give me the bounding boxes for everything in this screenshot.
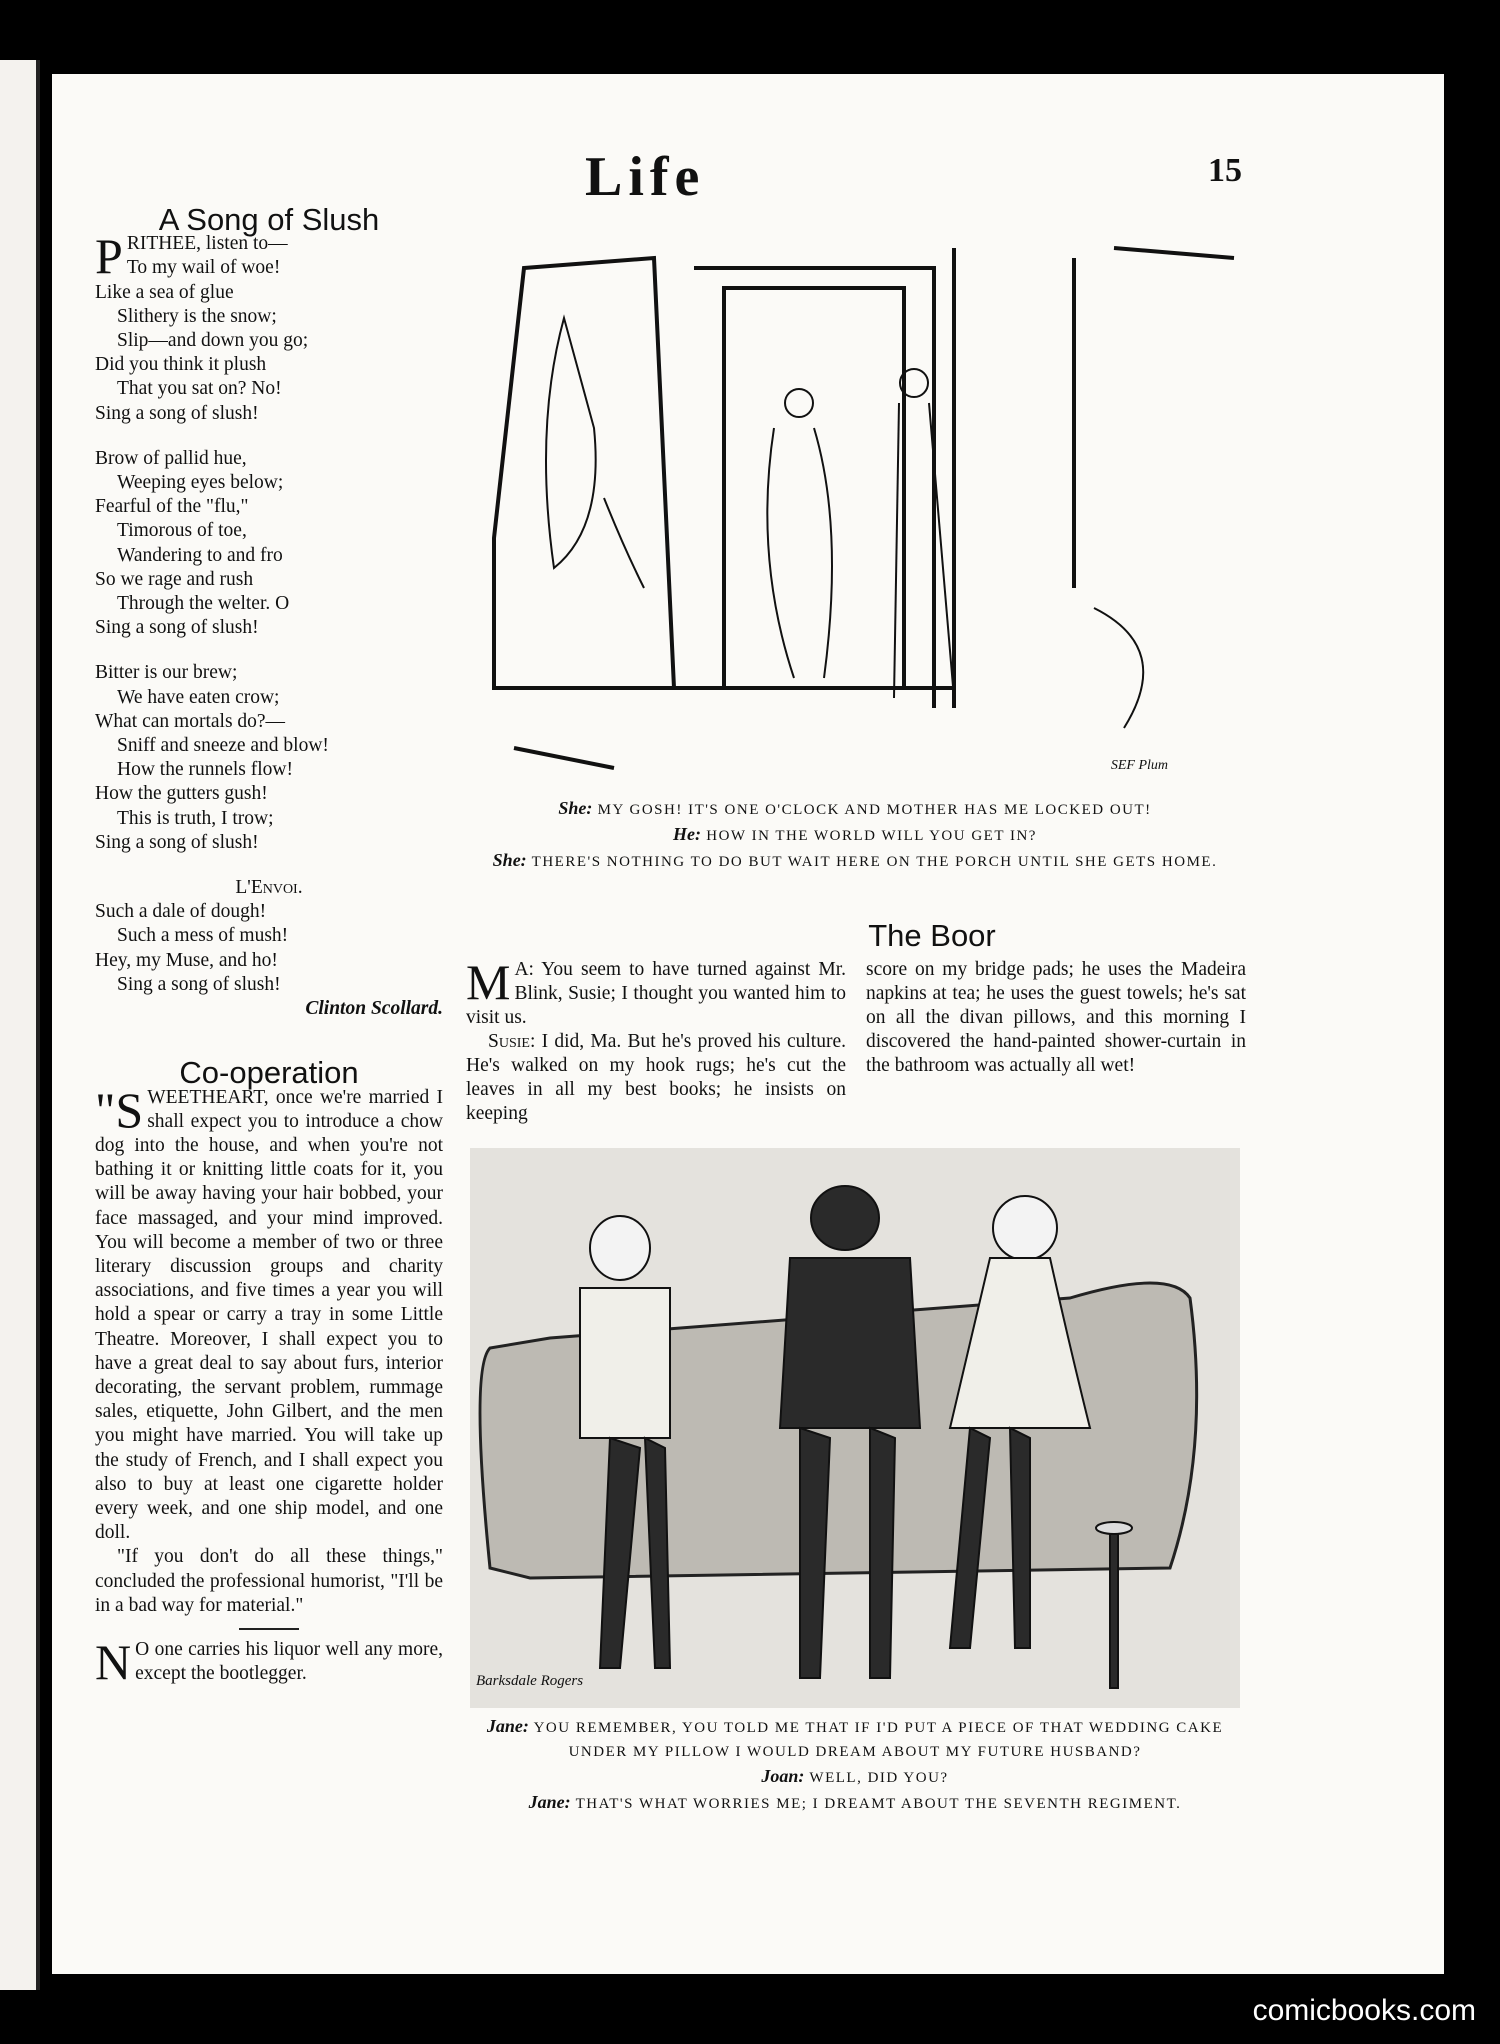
boor-right-column	[866, 958, 1246, 1078]
poem-line: Through the welter. O	[117, 593, 290, 615]
boor-text: A: You seem to have turned against Mr. Blink, Susie; I thought you wanted him to visit us.	[466, 959, 846, 1028]
stanza-1	[95, 228, 443, 426]
adjacent-page-edge	[0, 60, 40, 1990]
boor-paragraph	[466, 1030, 846, 1126]
boor-text: : I did, Ma. But he's proved his culture. He's walked on my hook rugs; he's cut the leaves in all my best books; he insists on keeping	[466, 1031, 846, 1124]
poem-line: RITHEE, listen to—	[126, 233, 288, 255]
porch-drawing	[474, 228, 1238, 788]
bootlegger-paragraph	[95, 1633, 443, 1690]
drop-cap: "S	[95, 1081, 144, 1138]
song-poem	[95, 228, 443, 1021]
cartoon-porch-illustration	[474, 228, 1238, 788]
poem-line: Sing a song of slush!	[95, 831, 259, 853]
masthead: Life	[585, 146, 706, 208]
poem-line: Sing a song of slush!	[117, 973, 281, 995]
boor-text: score on my bridge pads; he uses the Madeira napkins at tea; he uses the guest towels; he's sat on all the divan pillows, and this morning I discovered the hand-painted shower-curtain in the bathroom was actually all wet!	[866, 959, 1246, 1076]
cooperation-paragraph	[95, 1081, 443, 1546]
poem-line: Timorous of toe,	[117, 520, 247, 542]
divider	[239, 1628, 299, 1630]
poem-line: Sing a song of slush!	[95, 617, 259, 639]
speaker: Jane:	[486, 1716, 529, 1736]
cooperation-body	[95, 1081, 443, 1618]
caption-line	[460, 1790, 1250, 1816]
poem-line: Did you think it plush	[95, 354, 267, 376]
stanza-3	[95, 661, 443, 855]
speaker: Jane:	[528, 1792, 571, 1812]
cooperation-article	[95, 1055, 443, 1690]
poem-line: That you sat on? No!	[117, 378, 282, 400]
dialogue: WELL, DID YOU?	[809, 1770, 949, 1786]
caption-line	[460, 848, 1250, 874]
caption-line	[460, 796, 1250, 822]
dialogue: HOW IN THE WORLD WILL YOU GET IN?	[706, 828, 1037, 844]
dialogue: THERE'S NOTHING TO DO BUT WAIT HERE ON THE PORCH UNTIL SHE GETS HOME.	[531, 854, 1218, 870]
poem-line: Like a sea of glue	[95, 281, 234, 303]
dialogue: THAT'S WHAT WORRIES ME; I DREAMT ABOUT THE SEVENTH REGIMENT.	[575, 1796, 1182, 1812]
dialogue: MY GOSH! IT'S ONE O'CLOCK AND MOTHER HAS ME LOCKED OUT!	[597, 802, 1152, 818]
boor-paragraph	[466, 954, 846, 1030]
caption-line	[460, 1764, 1250, 1790]
drop-cap: P	[95, 228, 123, 285]
envoi-title: L'Envoi.	[235, 877, 303, 899]
caption-line	[460, 822, 1250, 848]
poem-line: How the gutters gush!	[95, 783, 268, 805]
poem-line: Hey, my Muse, and ho!	[95, 949, 278, 971]
speaker: He:	[673, 824, 702, 844]
boor-title: The Boor	[868, 918, 996, 953]
bootlegger-text: O one carries his liquor well any more, except the bootlegger.	[135, 1638, 443, 1685]
poem-line: Wandering to and fro	[117, 544, 283, 566]
cooperation-title: Co-operation	[179, 1055, 359, 1091]
page-number: 15	[1208, 152, 1242, 189]
caption-line	[460, 1714, 1250, 1764]
poem-line: Slip—and down you go;	[117, 330, 309, 352]
poem-line: Fearful of the "flu,"	[95, 496, 249, 518]
speaker: Joan:	[761, 1766, 805, 1786]
artist-signature: SEF Plum	[1110, 758, 1168, 773]
artist-signature: Barksdale Rogers	[476, 1673, 584, 1689]
speaker: She:	[558, 798, 593, 818]
poem-line: What can mortals do?—	[95, 710, 286, 732]
cooperation-text: WEETHEART, once we're married I shall expect you to introduce a chow dog into the house, and when you're not bathing it or knitting little coats for it, you will be away having your hair bobbed, your face massaged, and your mind improved. You will become a member of two or three literary discussion groups and charity associations, and five times a year you will hold a spear or carry a tray in some Little Theatre. Moreover, I shall expect you to have a great deal to say about furs, interior decorating, the servant problem, rummage sales, etiquette, John Gilbert, and the men you might have married. You will take up the study of French, and I shall expect you also to buy at least one cigarette holder every week, and one ship model, and one doll.	[95, 1086, 443, 1544]
poem-line: To my wail of woe!	[126, 257, 281, 279]
speaker: She:	[492, 850, 527, 870]
poem-line: So we rage and rush	[95, 568, 254, 590]
poem-line: Bitter is our brew;	[95, 662, 238, 684]
cartoon1-caption	[460, 796, 1250, 874]
bootlegger-joke	[95, 1633, 443, 1690]
sofa-drawing	[470, 1148, 1240, 1708]
drop-cap: N	[95, 1633, 132, 1690]
poem-line: Sing a song of slush!	[95, 402, 259, 424]
cooperation-closing: "If you don't do all these things," concluded the professional humorist, "I'll be in a bad way for material."	[95, 1546, 443, 1616]
watermark: comicbooks.com	[1252, 1994, 1476, 2027]
speaker: Susie	[488, 1031, 530, 1052]
drop-cap: M	[466, 954, 511, 1010]
cartoon-sofa-illustration	[470, 1148, 1240, 1708]
dialogue: YOU REMEMBER, YOU TOLD ME THAT IF I'D PUT A PIECE OF THAT WEDDING CAKE UNDER MY PILLOW I WOULD DREAM ABOUT MY FUTURE HUSBAND?	[533, 1720, 1224, 1760]
song-title: A Song of Slush	[158, 202, 380, 237]
poem-line: This is truth, I trow;	[117, 807, 274, 829]
poem-line: We have eaten crow;	[117, 686, 280, 708]
author-signature: Clinton Scollard.	[305, 998, 443, 1020]
cartoon2-caption	[460, 1714, 1250, 1816]
poem-line: Sniff and sneeze and blow!	[117, 735, 329, 757]
poem-line: Such a mess of mush!	[117, 925, 289, 947]
stanza-2	[95, 447, 443, 641]
poem-line: Slithery is the snow;	[117, 305, 277, 327]
boor-left-column	[466, 954, 846, 1126]
left-column	[95, 202, 443, 1690]
poem-line: Brow of pallid hue,	[95, 447, 247, 469]
poem-line: How the runnels flow!	[117, 759, 294, 781]
poem-line: Such a dale of dough!	[95, 901, 267, 923]
poem-line: Weeping eyes below;	[117, 472, 284, 494]
